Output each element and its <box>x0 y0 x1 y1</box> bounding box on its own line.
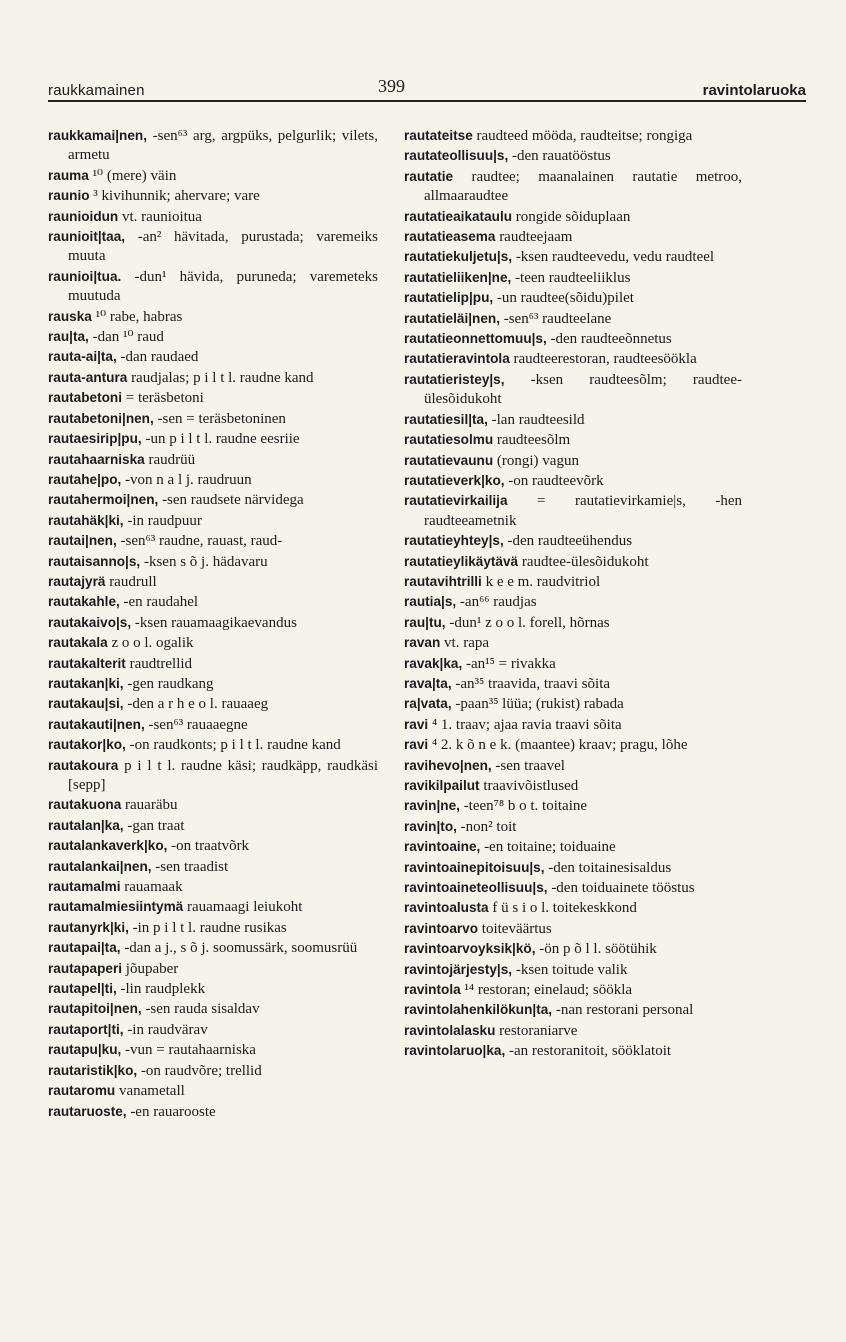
dictionary-entry <box>48 572 378 592</box>
entry-definition: vt. raunioitua <box>118 208 202 225</box>
dictionary-entry <box>48 552 378 572</box>
entry-definition: rauaräbu <box>121 797 178 814</box>
entry-definition: z o o l. ogalik <box>107 635 194 652</box>
dictionary-entry <box>404 817 742 837</box>
entry-definition: raudteesõlm <box>493 432 571 449</box>
entry-definition: -on traatvõrk <box>167 838 250 855</box>
entry-headword: rauska <box>48 308 92 324</box>
entry-headword: ravintoainepitoisuu|s, <box>404 859 545 875</box>
entry-headword: ravintolalasku <box>404 1022 496 1038</box>
entry-definition: -dun¹ hävida, puruneda; varemeteks muutuda <box>68 268 378 305</box>
entry-headword: rautia|s, <box>404 594 457 610</box>
dictionary-entry <box>48 126 378 166</box>
dictionary-entry <box>48 592 378 612</box>
entry-headword: rava|ta, <box>404 675 452 691</box>
entry-definition: f ü s i o l. toitekeskkond <box>488 900 637 917</box>
dictionary-entry <box>48 674 378 694</box>
entry-headword: rautalan|ka, <box>48 817 124 833</box>
entry-definition: -ksen s õ j. hädavaru <box>140 553 268 570</box>
entry-definition: -on raudvõre; trellid <box>137 1062 262 1079</box>
dictionary-entry <box>404 1041 742 1061</box>
entry-headword: ravintoaineteollisuu|s, <box>404 880 548 896</box>
entry-definition: -sen traavel <box>491 757 565 774</box>
dictionary-entry <box>404 491 742 531</box>
entry-headword: rautatievirkailija <box>404 493 508 509</box>
header-first-word: raukkamainen <box>48 82 145 99</box>
entry-headword: rautaport|ti, <box>48 1021 124 1037</box>
entry-headword: ravin|to, <box>404 818 457 834</box>
entry-definition: -en rauarooste <box>126 1103 216 1120</box>
entry-definition: jõupaber <box>122 960 179 977</box>
entry-headword: rautaristik|ko, <box>48 1062 138 1078</box>
entry-definition: -ksen raudteesõlm; raudtee-ülesõidukoht <box>424 371 742 408</box>
dictionary-entry <box>48 999 378 1019</box>
entry-definition: -in raudvärav <box>123 1021 208 1038</box>
dictionary-entry <box>404 898 742 918</box>
entry-definition: -vun = rautahaarniska <box>121 1042 256 1059</box>
entry-headword: rautatieylikäytävä <box>404 553 519 569</box>
dictionary-entry <box>48 347 378 367</box>
dictionary-entry <box>48 429 378 449</box>
dictionary-entry <box>404 796 742 816</box>
dictionary-entry <box>404 349 742 369</box>
entry-headword: rautaruoste, <box>48 1103 127 1119</box>
entry-headword: rautatielip|pu, <box>404 290 494 306</box>
entry-definition: -un p i l t l. raudne eesriie <box>141 431 300 448</box>
entry-headword: ravintojärjesty|s, <box>404 961 513 977</box>
entry-definition: -an³⁵ traavida, traavi sõita <box>451 675 611 692</box>
entry-definition: raudjalas; p i l t l. raudne kand <box>127 369 314 386</box>
dictionary-entry <box>404 288 742 308</box>
entry-definition: -an⁶⁶ raudjas <box>456 594 537 611</box>
entry-definition: -lan raudteesild <box>487 411 585 428</box>
entry-definition: raudtrellid <box>125 655 193 672</box>
dictionary-entry <box>404 126 742 146</box>
dictionary-entry <box>48 490 378 510</box>
entry-headword: rautakuona <box>48 797 122 813</box>
entry-definition: -lin raudplekk <box>116 981 206 998</box>
dictionary-entry <box>404 654 742 674</box>
entry-definition: -sen⁶³ arg, argpüks, pelgurlik; vilets, armetu <box>68 128 378 164</box>
entry-definition: -sen rauda sisaldav <box>141 1001 260 1018</box>
dictionary-entry <box>404 919 742 939</box>
dictionary-entry <box>404 592 742 612</box>
entry-definition: -paan³⁵ lüüa; (rukist) rabada <box>451 696 624 713</box>
entry-definition: p i l t l. raudne käsi; raudkäpp, raudkäsi [sepp] <box>68 757 378 793</box>
entry-definition: raudteed mööda, raudteitse; rongiga <box>472 128 693 144</box>
dictionary-entry <box>404 430 742 450</box>
dictionary-entry <box>404 939 742 959</box>
entry-headword: rautakalterit <box>48 655 126 671</box>
left-column <box>48 126 378 1122</box>
dictionary-entry <box>48 816 378 836</box>
entry-definition: -ön p õ l l. söötühik <box>535 941 657 958</box>
entry-headword: rautatiesil|ta, <box>404 411 488 427</box>
dictionary-entry <box>48 531 378 551</box>
entry-definition: -sen⁶³ rauaaegne <box>144 716 248 733</box>
dictionary-entry <box>48 633 378 653</box>
entry-definition: rauamaagi leiukoht <box>183 899 303 916</box>
entry-headword: rautabetoni <box>48 390 123 406</box>
dictionary-entry <box>404 837 742 857</box>
entry-headword: rautahaarniska <box>48 451 145 467</box>
entry-definition: -sen = teräsbetoninen <box>153 410 286 427</box>
entry-definition: -in raudpuur <box>123 512 202 529</box>
entry-definition: -sen⁶³ raudne, rauast, raud- <box>116 533 283 550</box>
entry-definition: -dan ¹⁰ raud <box>88 329 164 346</box>
dictionary-entry <box>404 1000 742 1020</box>
entry-headword: rautakau|si, <box>48 696 124 712</box>
entry-definition: ³ kivihunnik; ahervare; vare <box>89 188 260 205</box>
dictionary-entry <box>404 613 742 633</box>
entry-headword: rautatieverk|ko, <box>404 472 505 488</box>
entry-headword: rauma <box>48 167 89 183</box>
entry-definition: -un raudtee(sõidu)pilet <box>493 290 634 307</box>
entry-definition: raudteerestoran, raudteesöökla <box>509 351 697 368</box>
entry-definition: -den a r h e o l. rauaaeg <box>123 696 269 713</box>
entry-definition: -teen raudteeliiklus <box>511 269 631 286</box>
entry-headword: rautai|nen, <box>48 533 117 549</box>
entry-headword: rau|ta, <box>48 329 89 345</box>
entry-headword: ra|vata, <box>404 696 452 712</box>
entry-definition: rongide sõiduplaan <box>512 208 631 225</box>
dictionary-entry <box>48 388 378 408</box>
dictionary-entry <box>404 572 742 592</box>
entry-definition: = rautatievirkamie|s, -hen raudteeametnik <box>424 493 742 529</box>
entry-definition: -on raudkonts; p i l t l. raudne kand <box>125 737 341 754</box>
entry-headword: ravikilpailut <box>404 778 480 793</box>
dictionary-entry <box>404 776 742 796</box>
dictionary-entry <box>48 613 378 633</box>
entry-headword: rautapitoi|nen, <box>48 1001 142 1017</box>
entry-headword: rautavihtrilli <box>404 573 482 589</box>
dictionary-entry <box>404 167 742 207</box>
entry-definition: ¹⁴ restoran; einelaud; söökla <box>460 982 633 999</box>
dictionary-entry <box>48 307 378 327</box>
entry-headword: rautaesirip|pu, <box>48 431 142 447</box>
entry-definition: -sen⁶³ raudteelane <box>499 310 612 327</box>
entry-headword: raunioi|tua. <box>48 268 122 284</box>
dictionary-entry <box>48 795 378 815</box>
dictionary-entry <box>404 858 742 878</box>
entry-headword: rautakahle, <box>48 594 120 610</box>
entry-headword: rautatie <box>404 168 454 184</box>
entry-headword: rautapai|ta, <box>48 940 121 956</box>
dictionary-entry <box>48 857 378 877</box>
entry-headword: rautahäk|ki, <box>48 512 124 528</box>
entry-headword: ravintoaine, <box>404 839 481 855</box>
entry-definition: -on raudteevõrk <box>504 472 604 489</box>
dictionary-entry <box>404 370 742 410</box>
entry-headword: rautakala <box>48 635 108 651</box>
entry-headword: rautatieyhtey|s, <box>404 533 504 549</box>
dictionary-entry <box>404 531 742 551</box>
entry-definition: -ksen rauamaagikaevandus <box>131 614 297 631</box>
dictionary-entry <box>48 409 378 429</box>
dictionary-entry <box>404 715 742 735</box>
entry-headword: rautatiekuljetu|s, <box>404 249 513 265</box>
dictionary-entry <box>48 938 378 958</box>
entry-definition: -ksen raudteevedu, vedu raudteel <box>512 249 715 266</box>
dictionary-entry <box>404 451 742 471</box>
dictionary-entry <box>404 980 742 1000</box>
dictionary-entry <box>404 146 742 166</box>
entry-definition: raudrull <box>105 573 157 590</box>
dictionary-entry <box>48 735 378 755</box>
header-rule <box>48 100 806 102</box>
entry-headword: ravan <box>404 635 441 651</box>
entry-headword: rautatieliiken|ne, <box>404 269 512 285</box>
entry-definition: -gen raudkang <box>123 675 214 692</box>
entry-headword: rautapel|ti, <box>48 981 117 997</box>
entry-headword: rautateollisuu|s, <box>404 148 509 164</box>
entry-headword: rautaisanno|s, <box>48 553 141 569</box>
entry-headword: rautapaperi <box>48 960 123 976</box>
dictionary-entry <box>48 227 378 267</box>
entry-definition: -an¹⁵ = rivakka <box>462 655 556 672</box>
entry-headword: ravak|ka, <box>404 655 463 671</box>
entry-headword: rautatieläi|nen, <box>404 310 500 326</box>
dictionary-entry <box>48 979 378 999</box>
entry-definition: -teen⁷⁸ b o t. toitaine <box>459 798 588 815</box>
entry-headword: rautakaivo|s, <box>48 614 132 630</box>
entry-definition: -en toitaine; toiduaine <box>480 839 616 856</box>
entry-headword: rautabetoni|nen, <box>48 410 154 426</box>
dictionary-entry <box>48 368 378 388</box>
entry-definition: raudrüü <box>144 451 196 468</box>
dictionary-entry <box>48 186 378 206</box>
entry-headword: rautatieasema <box>404 229 496 245</box>
dictionary-entry <box>48 1040 378 1060</box>
entry-headword: rautateitse <box>404 128 473 143</box>
entry-headword: raunioidun <box>48 208 119 224</box>
entry-definition: -dan raudaed <box>116 349 199 366</box>
dictionary-entry <box>48 1020 378 1040</box>
entry-definition: (rongi) vagun <box>493 452 579 469</box>
entry-definition: raudteejaam <box>495 229 573 246</box>
entry-headword: raunio <box>48 188 90 204</box>
dictionary-entry <box>404 268 742 288</box>
dictionary-entry <box>48 756 378 796</box>
entry-headword: rautapu|ku, <box>48 1042 122 1058</box>
entry-definition: toiteväärtus <box>478 920 552 937</box>
entry-definition: -den raudteeühendus <box>503 533 633 550</box>
dictionary-entry <box>48 166 378 186</box>
dictionary-entry <box>48 1061 378 1081</box>
entry-headword: rautalankai|nen, <box>48 858 152 874</box>
dictionary-entry <box>48 918 378 938</box>
dictionary-entry <box>404 960 742 980</box>
entry-headword: rautatieristey|s, <box>404 371 505 387</box>
entry-definition: ¹⁰ (mere) väin <box>88 167 177 184</box>
dictionary-entry <box>404 633 742 653</box>
entry-headword: ravintoalusta <box>404 900 489 916</box>
entry-headword: rauta-antura <box>48 369 128 385</box>
entry-headword: rautaromu <box>48 1083 116 1099</box>
entry-headword: ravintolahenkilökun|ta, <box>404 1002 553 1018</box>
dictionary-entry <box>404 309 742 329</box>
entry-definition: vt. rapa <box>440 635 490 652</box>
header-last-word: ravintolaruoka <box>702 82 806 99</box>
dictionary-entry <box>48 207 378 227</box>
entry-headword: rautakan|ki, <box>48 675 124 691</box>
entry-headword: rautatieaikataulu <box>404 208 513 224</box>
entry-definition: -nan restorani personal <box>552 1002 694 1019</box>
dictionary-entry <box>48 1102 378 1122</box>
entry-definition: = teräsbetoni <box>122 390 204 407</box>
entry-headword: rautamalmi <box>48 879 121 895</box>
dictionary-entry <box>48 1081 378 1101</box>
entry-definition: vanametall <box>115 1083 185 1100</box>
entry-definition: k e e m. raudvitriol <box>481 573 601 590</box>
dictionary-entry <box>48 654 378 674</box>
entry-definition: -den toitainesisaldus <box>544 859 672 876</box>
entry-headword: rautahermoi|nen, <box>48 492 159 508</box>
entry-headword: ravin|ne, <box>404 798 460 814</box>
entry-headword: ravintoarvoyksik|kö, <box>404 941 536 957</box>
entry-definition: -dan a j., s õ j. soomussärk, soomusrüü <box>120 940 358 957</box>
entry-headword: rautajyrä <box>48 573 106 589</box>
entry-definition: ⁴ 2. k õ n e k. (maantee) kraav; pragu, lõhe <box>428 737 688 754</box>
entry-headword: rauta-ai|ta, <box>48 349 117 365</box>
entry-headword: ravintola <box>404 982 461 998</box>
dictionary-entry <box>404 207 742 227</box>
entry-headword: ravintoarvo <box>404 920 479 936</box>
dictionary-entry <box>48 715 378 735</box>
entry-definition: -den rauatööstus <box>508 148 611 165</box>
dictionary-entry <box>404 735 742 755</box>
dictionary-entry <box>48 267 378 307</box>
dictionary-entry <box>48 877 378 897</box>
entry-definition: rauamaak <box>120 879 183 896</box>
dictionary-entry <box>404 552 742 572</box>
dictionary-entry <box>48 327 378 347</box>
entry-headword: rautatievaunu <box>404 452 494 468</box>
entry-definition: -den toiduainete tööstus <box>547 880 695 897</box>
page-number: 399 <box>378 76 405 96</box>
entry-headword: raukkamai|nen, <box>48 128 148 143</box>
entry-definition: -den raudteeõnnetus <box>546 331 672 348</box>
dictionary-entry <box>404 694 742 714</box>
entry-definition: ⁴ 1. traav; ajaa ravia traavi sõita <box>428 716 622 733</box>
entry-definition: ¹⁰ rabe, habras <box>91 308 183 325</box>
entry-headword: rau|tu, <box>404 614 446 630</box>
entry-headword: rautakauti|nen, <box>48 716 145 732</box>
entry-definition: -gan traat <box>123 817 185 834</box>
entry-definition: -ksen toitude valik <box>512 961 628 978</box>
entry-definition: raudtee; maanalainen rautatie metroo, allmaaraudtee <box>424 168 742 205</box>
dictionary-entry <box>404 1021 742 1041</box>
dictionary-entry <box>48 959 378 979</box>
entry-definition: -an² hävitada, purustada; varemeiks muuta <box>68 229 378 265</box>
dictionary-entry <box>404 410 742 430</box>
dictionary-entry <box>48 836 378 856</box>
entry-headword: ravi <box>404 716 429 732</box>
entry-definition: -en raudahel <box>119 594 199 611</box>
dictionary-entry <box>48 511 378 531</box>
entry-headword: ravintolaruo|ka, <box>404 1043 506 1059</box>
entry-headword: rautanyrk|ki, <box>48 919 129 935</box>
entry-definition: -von n a l j. raudruun <box>121 471 252 488</box>
entry-headword: rautamalmiesiintymä <box>48 899 184 915</box>
dictionary-entry <box>404 247 742 267</box>
entry-definition: -an restoranitoit, sööklatoit <box>505 1043 672 1060</box>
dictionary-entry <box>48 897 378 917</box>
entry-headword: ravi <box>404 737 429 753</box>
entry-headword: rautalankaverk|ko, <box>48 838 168 854</box>
entry-definition: restoraniarve <box>495 1022 578 1039</box>
entry-definition: -sen traadist <box>151 858 229 875</box>
entry-headword: rautatieonnettomuu|s, <box>404 331 547 347</box>
entry-headword: rautakoura <box>48 757 119 773</box>
dictionary-entry <box>404 471 742 491</box>
entry-headword: rautahe|po, <box>48 471 122 487</box>
entry-headword: rautatieravintola <box>404 351 510 367</box>
dictionary-entry <box>404 756 742 776</box>
entry-headword: rautatiesolmu <box>404 432 494 448</box>
entry-headword: rautakor|ko, <box>48 737 126 753</box>
dictionary-entry <box>404 329 742 349</box>
entry-definition: raudtee-ülesõidukoht <box>518 553 649 570</box>
dictionary-entry <box>404 878 742 898</box>
entry-definition: -sen raudsete närvidega <box>158 492 304 509</box>
dictionary-entry <box>48 470 378 490</box>
dictionary-entry <box>404 674 742 694</box>
entry-definition: -in p i l t l. raudne rusikas <box>128 919 287 936</box>
entry-definition: -dun¹ z o o l. forell, hõrnas <box>445 614 610 631</box>
dictionary-entry <box>48 694 378 714</box>
dictionary-entry <box>404 227 742 247</box>
dictionary-entry <box>48 450 378 470</box>
right-column <box>404 126 742 1062</box>
entry-headword: ravihevo|nen, <box>404 757 492 773</box>
entry-definition: -non² toit <box>456 818 517 835</box>
entry-headword: raunioit|taa, <box>48 229 126 245</box>
entry-definition: traavivõistlused <box>479 778 579 794</box>
